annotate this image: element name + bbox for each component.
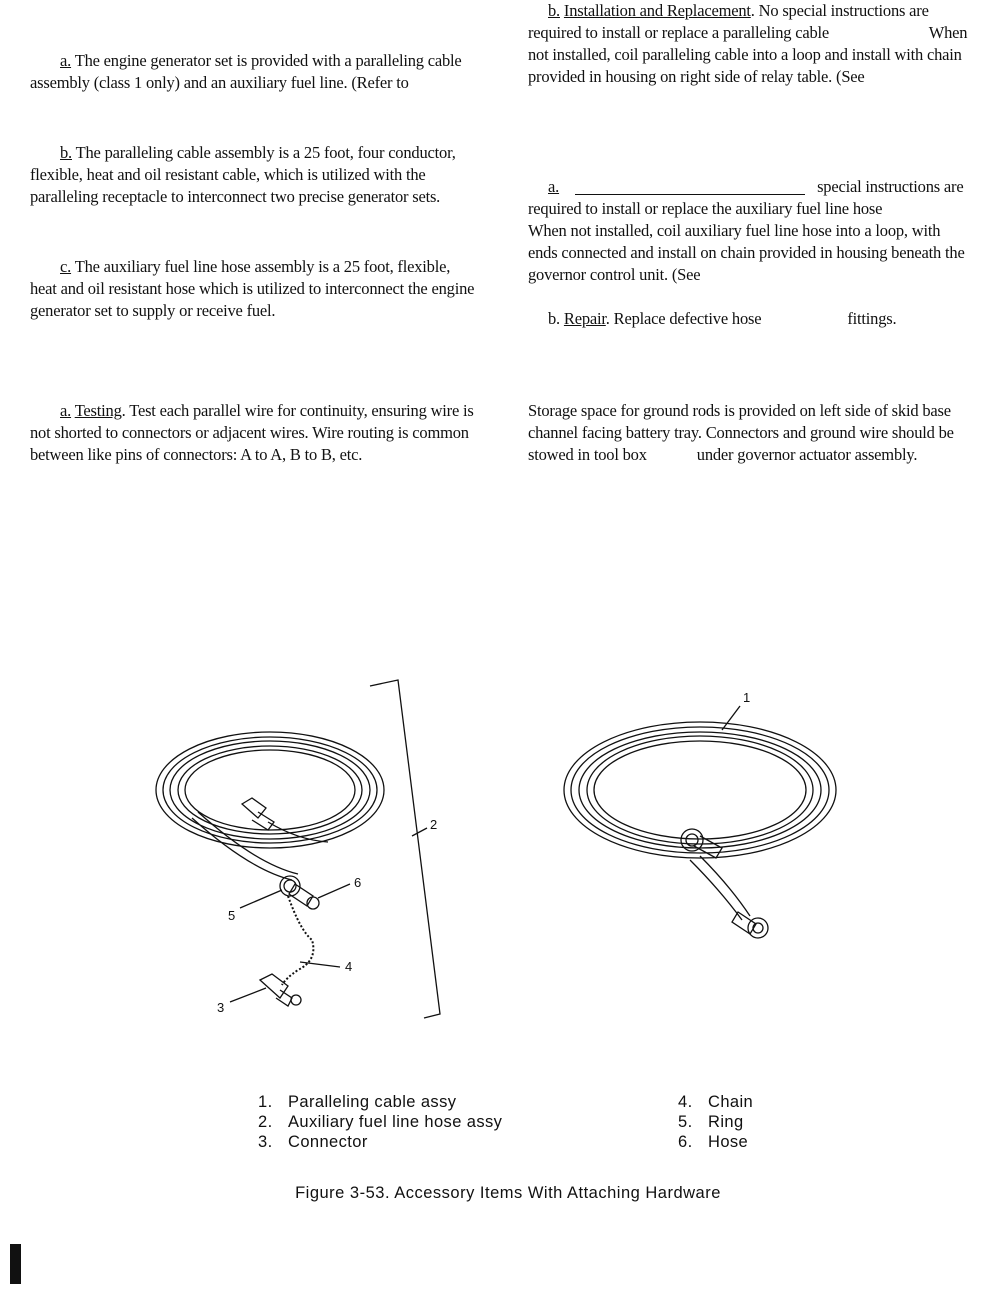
right-para-3-label: b.: [548, 309, 560, 328]
change-bar: [10, 1244, 21, 1284]
right-para-3-text-a: Replace defective hose: [613, 309, 762, 328]
right-para-4-text-b: under governor actuator assembly.: [696, 445, 918, 464]
left-para-3-text: The auxiliary fuel line hose assembly is a 25 foot, flexible, heat and oil resistant hose which is utilized to interconnect the engine generator set to supply or receive fuel.: [30, 257, 475, 320]
legend-item: 3. Connector: [258, 1133, 368, 1151]
legend-item: 4. Chain: [678, 1093, 754, 1111]
right-para-1-text-a: No special instructions are required to install or replace a paralleling cable: [528, 1, 929, 42]
right-para-3-text-b: fittings.: [847, 309, 897, 328]
callout-6: 6: [354, 875, 362, 890]
right-para-1: b. Installation and Replacement. No special instructions are required to install or replace a paralleling cable When not installed, coil paralleling cable into a loop and install with chain provided in housing on right side of relay table. (See: [528, 1, 968, 86]
leader-3: [230, 988, 266, 1002]
right-para-1-title: Installation and Replacement: [563, 1, 751, 20]
leader-5: [240, 890, 282, 908]
right-para-1-text-b: When not installed, coil paralleling cable into a loop and install with chain provided in housing on right side of relay table. (See: [528, 23, 968, 86]
bracket-item-2: [370, 680, 440, 1018]
hose-end-fitting: [242, 798, 328, 842]
callout-2: 2: [430, 817, 438, 832]
leader-6: [318, 884, 350, 898]
ring-and-hose-end: [280, 876, 319, 909]
legend-right: [678, 1092, 753, 1152]
chain: [282, 896, 313, 985]
left-para-1-text: The engine generator set is provided with a paralleling cable assembly (class 1 only) and an auxiliary fuel line. (Refer to: [30, 51, 462, 92]
right-para-2-label: a.: [548, 177, 560, 196]
right-para-4-text-a: Storage space for ground rods is provided on left side of skid base channel facing battery tray. Connectors and ground wire should be stowed in tool box: [528, 401, 954, 464]
legend-item: 5. Ring: [678, 1113, 744, 1131]
left-para-3-label: c.: [60, 257, 72, 276]
right-para-1-label: b.: [548, 1, 560, 20]
left-para-2-text: The paralleling cable assembly is a 25 foot, four conductor, flexible, heat and oil resistant cable, which is utilized with the paralleling receptacle to interconnect two precise generator sets.: [30, 143, 456, 206]
legend-item: 6. Hose: [678, 1133, 749, 1151]
paralleling-cable-coil: [564, 722, 836, 920]
callout-4: 4: [345, 959, 353, 974]
right-para-2-text-a: special instructions are required to install or replace the auxiliary fuel line hose: [528, 177, 964, 218]
leader-1: [722, 706, 740, 730]
right-para-2-text-b: When not installed, coil auxiliary fuel line hose into a loop, with ends connected and install on chain provided in housing beneath the governor control unit. (See: [528, 221, 965, 284]
connector-fitting: [260, 974, 301, 1006]
callout-5: 5: [228, 908, 236, 923]
left-para-4-title: Testing: [74, 401, 122, 420]
fuel-line-hose-coil: [156, 732, 384, 880]
left-para-1-label: a.: [60, 51, 72, 70]
legend-item: 2. Auxiliary fuel line hose assy: [258, 1113, 503, 1131]
left-para-4: a. Testing. Test each parallel wire for continuity, ensuring wire is not shorted to connectors or adjacent wires. Wire routing is common between like pins of connectors: A to A, B to B, etc.: [30, 401, 474, 464]
callout-1: 1: [743, 690, 751, 705]
left-para-2-label: b.: [60, 143, 72, 162]
legend-left: [258, 1092, 502, 1152]
left-para-4-text: Test each parallel wire for continuity, ensuring wire is not shorted to connectors or adjacent wires. Wire routing is common between like pins of connectors: A to A, B to B, etc.: [30, 401, 474, 464]
legend-item: 1. Paralleling cable assy: [258, 1093, 457, 1111]
left-para-4-label: a.: [60, 401, 72, 420]
right-para-3: b. Repair. Replace defective hose fittings.: [548, 309, 897, 328]
leader-2: [412, 828, 427, 836]
right-para-3-title: Repair: [563, 309, 606, 328]
callout-3: 3: [217, 1000, 225, 1015]
figure-caption: Figure 3-53. Accessory Items With Attaching Hardware: [295, 1184, 721, 1202]
